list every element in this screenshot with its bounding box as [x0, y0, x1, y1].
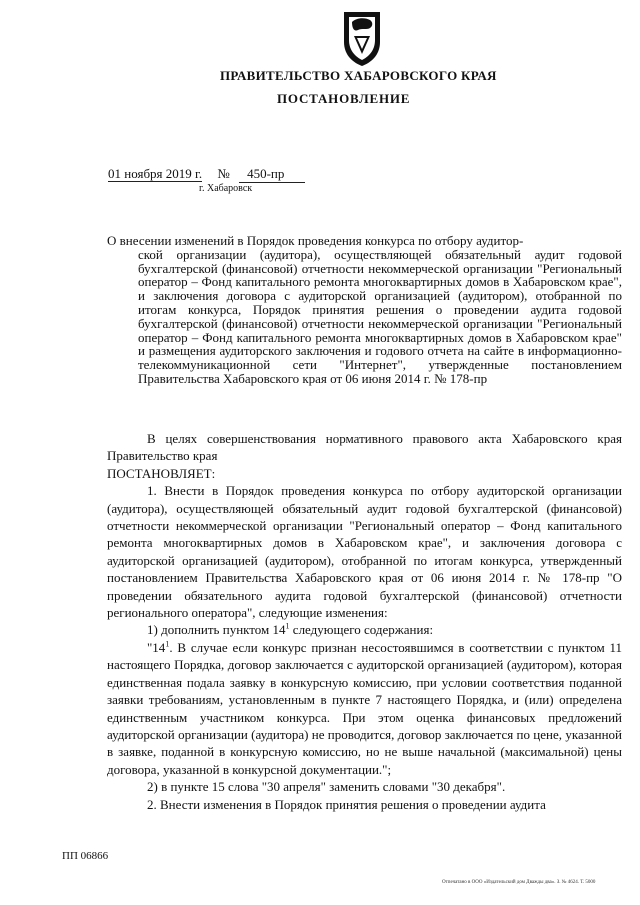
resolves-word: ПОСТАНОВЛЯЕТ: — [107, 465, 216, 481]
date-number-line — [108, 166, 305, 183]
intro-paragraph: В целях совершенствования нормативного правового акта Хабаровского края Правительство края — [107, 431, 622, 464]
city: г. Хабаровск — [199, 183, 253, 194]
clause-2: 2. Внести изменения в Порядок принятия решения о проведении аудита — [147, 796, 546, 812]
coat-of-arms-emblem — [340, 8, 384, 68]
document-number: 450-пр — [239, 166, 305, 183]
subclause-1: 1) дополнить пунктом $14^1$ следующего содержания: — [147, 622, 434, 638]
document-date: 01 ноября 2019 г. — [108, 166, 203, 181]
new-point-text: "$14^1$. В случае если конкурс признан несостоявшимся в соответствии с пунктом 11 настоящего Порядка, договор заключается с аудиторской организацией (аудитором), которая единственная подала заявку в конкурсную комиссию, при условии соответствия поданной заявки требованиям, установленным в пункте 7 настоящего Порядка, и (или) определена единственным участником конкурса. При этом оценка финансовых предложений аудиторской организации (аудитора) не проводится, договор заключается по цене, указанной в заявке, поданной в конкурсную комиссию, но не выше начальной (максимальной) цены договора, указанной в конкурсной документации."; — [107, 639, 622, 777]
document-code: ПП 06866 — [62, 850, 109, 862]
government-name: ПРАВИТЕЛЬСТВО ХАБАРОВСКОГО КРАЯ — [220, 68, 497, 83]
number-label: № — [217, 166, 230, 181]
subclause-2: 2) в пункте 15 слова "30 апреля" заменить словами "30 декабря". — [147, 779, 506, 795]
printer-imprint: Отпечатано в ООО «Издательский дом Дважды два». З. № 4624. Т. 5000 — [442, 880, 596, 885]
document-body — [107, 430, 622, 813]
heading-rest: ской организации (аудитора), осуществляющей обязательный аудит годовой бухгалтерской (финансовой) отчетности некоммерческой организации "Региональный оператор – Фонд капитального ремонта многоквартирных домов в Хабаровском крае", и заключения договора с аудиторской организацией (аудитором), отобранной по итогам конкурса, Порядок принятия решения о проведении аудита годовой бухгалтерской (финансовой) отчетности некоммерческой организации "Региональный оператор – Фонд капитального ремонта многоквартирных домов в Хабаровском крае" и размещения аудиторского заключения и годового отчета на сайте в информационно-телекоммуникационной сети "Интернет", утвержденные постановлением Правительства Хабаровского края от 06 июня 2014 г. № 178-пр — [138, 246, 622, 386]
document-type: ПОСТАНОВЛЕНИЕ — [277, 91, 411, 106]
heading-first-line: О внесении изменений в Порядок проведения конкурса по отбору аудитор- — [107, 233, 524, 248]
clause-1: 1. Внести в Порядок проведения конкурса по отбору аудиторской организации (аудитора), осуществляющей обязательный аудит годовой бухгалтерской (финансовой) отчетности некоммерческой организации "Региональный оператор – Фонд капитального ремонта многоквартирных домов в Хабаровском крае", и заключения договора с аудиторской организацией (аудитором), отобранной по итогам конкурса, утвержденный постановлением Правительства Хабаровского края от 06 июня 2014 г. № 178-пр "О проведении обязательного аудита годовой бухгалтерской (финансовой) отчетности регионального оператора", следующие изменения: — [107, 483, 622, 621]
document-heading — [107, 234, 622, 386]
